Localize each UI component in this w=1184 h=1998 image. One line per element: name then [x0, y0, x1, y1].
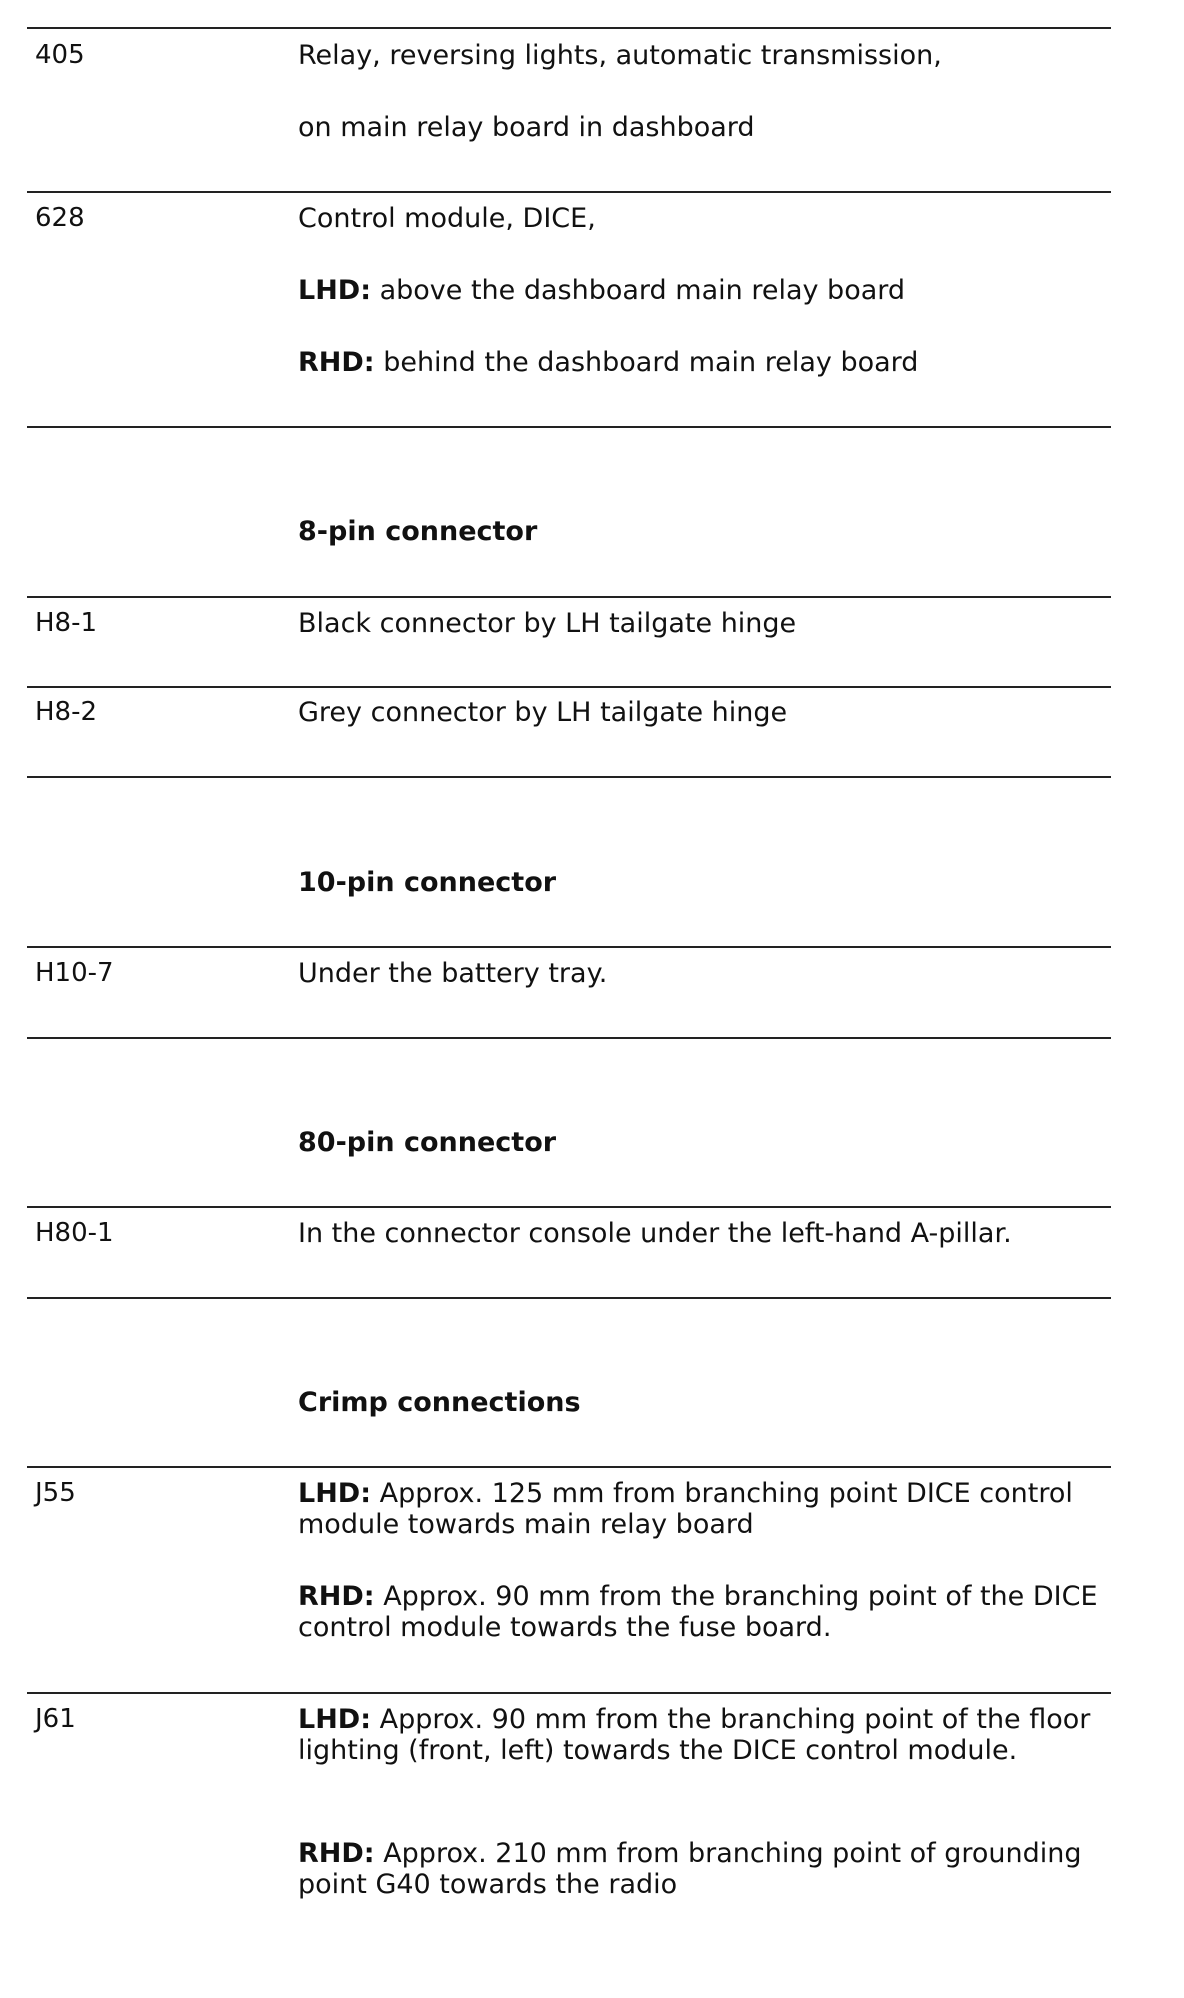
lhd-text: Approx. 125 mm from branching point DICE control module towards main relay board [298, 1478, 1073, 1540]
rhd-note [298, 347, 1110, 379]
divider [27, 1297, 1111, 1299]
divider [27, 1466, 1111, 1468]
component-description-line: Black connector by LH tailgate hinge [298, 608, 797, 639]
component-code: H8-2 [35, 697, 98, 727]
lhd-label: LHD: [298, 1478, 372, 1509]
divider [27, 946, 1111, 948]
component-description-line: In the connector console under the left-hand A-pillar. [298, 1218, 1012, 1249]
divider [27, 1037, 1111, 1039]
lhd-note [298, 1704, 1110, 1766]
lhd-text: Approx. 90 mm from the branching point of the floor lighting (front, left) towards the DICE control module. [298, 1704, 1091, 1766]
component-description-line: on main relay board in dashboard [298, 112, 755, 143]
rhd-label: RHD: [298, 347, 375, 378]
divider [27, 596, 1111, 598]
divider [27, 426, 1111, 428]
component-code: J61 [35, 1704, 76, 1734]
divider [27, 1692, 1111, 1694]
component-code: 628 [35, 203, 85, 233]
rhd-text: Approx. 90 mm from the branching point of the DICE control module towards the fuse board. [298, 1581, 1098, 1643]
rhd-text: Approx. 210 mm from branching point of grounding point G40 towards the radio [298, 1838, 1082, 1900]
rhd-note [298, 1838, 1110, 1900]
divider [27, 191, 1111, 193]
component-code: H10-7 [35, 958, 114, 988]
component-code: J55 [35, 1478, 76, 1508]
component-description-line: Control module, DICE, [298, 203, 596, 234]
component-description-line: Relay, reversing lights, automatic transmission, [298, 40, 942, 71]
section-heading: 80-pin connector [298, 1127, 557, 1158]
section-heading: Crimp connections [298, 1387, 581, 1418]
component-code: H8-1 [35, 608, 98, 638]
divider [27, 1206, 1111, 1208]
section-heading: 8-pin connector [298, 516, 538, 547]
divider [27, 776, 1111, 778]
lhd-note [298, 1478, 1110, 1540]
component-description-line: Under the battery tray. [298, 958, 608, 989]
rhd-note [298, 1581, 1110, 1643]
lhd-text: above the dashboard main relay board [371, 275, 906, 306]
rhd-label: RHD: [298, 1838, 375, 1869]
lhd-note [298, 275, 1110, 307]
rhd-label: RHD: [298, 1581, 375, 1612]
divider [27, 686, 1111, 688]
lhd-label: LHD: [298, 1704, 372, 1735]
component-code: 405 [35, 40, 85, 70]
component-description-line: Grey connector by LH tailgate hinge [298, 697, 788, 728]
rhd-text: behind the dashboard main relay board [374, 347, 919, 378]
lhd-label: LHD: [298, 275, 372, 306]
section-heading: 10-pin connector [298, 867, 557, 898]
component-code: H80-1 [35, 1218, 114, 1248]
divider [27, 27, 1111, 29]
